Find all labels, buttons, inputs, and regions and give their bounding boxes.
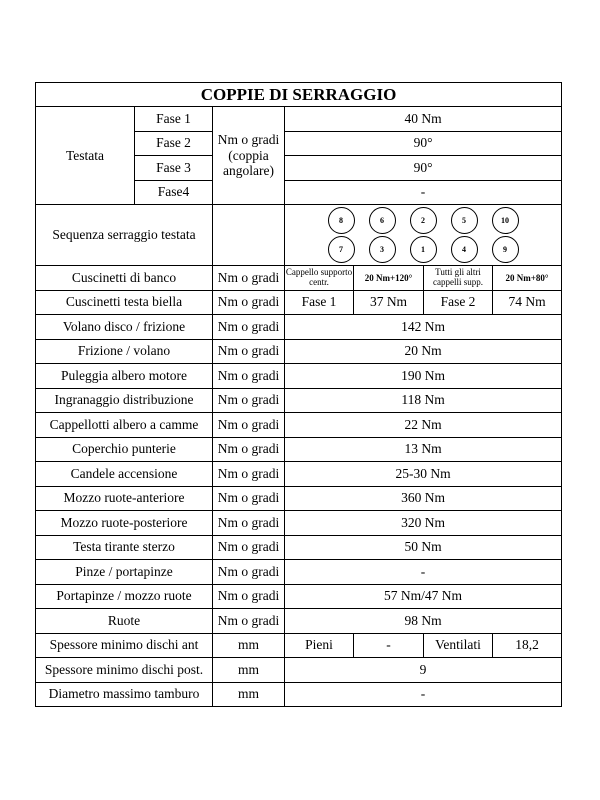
testata-fase-value: -	[285, 180, 562, 205]
table-row	[36, 682, 562, 707]
row-value: 190 Nm	[285, 364, 562, 389]
row-value: 118 Nm	[285, 388, 562, 413]
table-row	[36, 486, 562, 511]
row-unit: Nm o gradi	[213, 535, 285, 560]
table-row	[36, 413, 562, 438]
row-label: Testa tirante sterzo	[36, 535, 213, 560]
row-label: Pinze / portapinze	[36, 560, 213, 585]
dischi-cell: Pieni	[285, 633, 354, 658]
row-unit: Nm o gradi	[213, 413, 285, 438]
banco-cell: Tutti gli altri cappelli supp.	[424, 266, 493, 291]
bolt-circle: 3	[369, 236, 396, 263]
table-row	[36, 584, 562, 609]
testata-fase-value: 90°	[285, 131, 562, 156]
testata-fase-name: Fase 3	[135, 156, 213, 181]
biella-cell: 74 Nm	[493, 290, 562, 315]
bolt-circle: 4	[451, 236, 478, 263]
table-row	[36, 511, 562, 536]
row-unit: mm	[213, 682, 285, 707]
row-label: Puleggia albero motore	[36, 364, 213, 389]
row-unit: Nm o gradi	[213, 486, 285, 511]
row-label: Portapinze / mozzo ruote	[36, 584, 213, 609]
row-unit: Nm o gradi	[213, 364, 285, 389]
dischi-ant-row	[36, 633, 562, 658]
row-value: 9	[285, 658, 562, 683]
bolt-circle: 6	[369, 207, 396, 234]
table-row	[36, 339, 562, 364]
row-value: 20 Nm	[285, 339, 562, 364]
row-unit: Nm o gradi	[213, 339, 285, 364]
row-unit: Nm o gradi	[213, 266, 285, 291]
cuscinetti-banco-row	[36, 266, 562, 291]
torque-table	[35, 82, 562, 707]
table-row	[36, 364, 562, 389]
row-value: -	[285, 682, 562, 707]
row-value: 360 Nm	[285, 486, 562, 511]
biella-cell: Fase 2	[424, 290, 493, 315]
testata-row	[36, 107, 562, 132]
row-unit: Nm o gradi	[213, 511, 285, 536]
dischi-cell: Ventilati	[424, 633, 493, 658]
row-unit: Nm o gradi	[213, 462, 285, 487]
row-value: 142 Nm	[285, 315, 562, 340]
row-unit: Nm o gradi	[213, 437, 285, 462]
row-label: Mozzo ruote-anteriore	[36, 486, 213, 511]
testata-fase-name: Fase4	[135, 180, 213, 205]
banco-cell: 20 Nm+80°	[493, 266, 562, 291]
dischi-cell: -	[354, 633, 424, 658]
biella-cell: 37 Nm	[354, 290, 424, 315]
row-unit: Nm o gradi	[213, 584, 285, 609]
bolt-row	[328, 207, 519, 234]
row-unit: mm	[213, 658, 285, 683]
testata-fase-name: Fase 1	[135, 107, 213, 132]
row-unit: mm	[213, 633, 285, 658]
table-row	[36, 560, 562, 585]
table-row	[36, 535, 562, 560]
bolt-circle: 1	[410, 236, 437, 263]
testata-fase-name: Fase 2	[135, 131, 213, 156]
table-row	[36, 315, 562, 340]
row-label: Cuscinetti di banco	[36, 266, 213, 291]
row-value: 25-30 Nm	[285, 462, 562, 487]
biella-cell: Fase 1	[285, 290, 354, 315]
row-value: 22 Nm	[285, 413, 562, 438]
testata-fase-value: 90°	[285, 156, 562, 181]
table-row	[36, 462, 562, 487]
row-unit: Nm o gradi	[213, 315, 285, 340]
row-unit: Nm o gradi	[213, 388, 285, 413]
bolt-circle: 8	[328, 207, 355, 234]
torque-specs-sheet	[35, 82, 561, 707]
banco-cell: 20 Nm+120°	[354, 266, 424, 291]
row-unit: Nm o gradi	[213, 609, 285, 634]
bolt-circle: 7	[328, 236, 355, 263]
row-label: Cappellotti albero a camme	[36, 413, 213, 438]
table-row	[36, 437, 562, 462]
dischi-cell: 18,2	[493, 633, 562, 658]
testata-fase-value: 40 Nm	[285, 107, 562, 132]
bolt-circle: 9	[492, 236, 519, 263]
row-label: Mozzo ruote-posteriore	[36, 511, 213, 536]
title-row	[36, 83, 562, 107]
row-unit: Nm o gradi	[213, 560, 285, 585]
row-label: Coperchio punterie	[36, 437, 213, 462]
row-unit: Nm o gradi	[213, 290, 285, 315]
row-value: 13 Nm	[285, 437, 562, 462]
row-value: 320 Nm	[285, 511, 562, 536]
sequenza-unit-empty	[213, 205, 285, 266]
row-label: Frizione / volano	[36, 339, 213, 364]
banco-cell: Cappello supporto centr.	[285, 266, 354, 291]
row-label: Candele accensione	[36, 462, 213, 487]
row-value: 57 Nm/47 Nm	[285, 584, 562, 609]
row-label: Ruote	[36, 609, 213, 634]
table-row	[36, 609, 562, 634]
bolt-diagram	[285, 205, 561, 265]
bolt-circle: 5	[451, 207, 478, 234]
cuscinetti-biella-row	[36, 290, 562, 315]
row-label: Volano disco / frizione	[36, 315, 213, 340]
row-label: Spessore minimo dischi post.	[36, 658, 213, 683]
row-value: 50 Nm	[285, 535, 562, 560]
bolt-circle: 10	[492, 207, 519, 234]
row-label: Spessore minimo dischi ant	[36, 633, 213, 658]
sequenza-row	[36, 205, 562, 266]
sequenza-label: Sequenza serraggio testata	[36, 205, 213, 266]
testata-unit: Nm o gradi (coppia angolare)	[213, 107, 285, 205]
row-label: Diametro massimo tamburo	[36, 682, 213, 707]
row-label: Cuscinetti testa biella	[36, 290, 213, 315]
bolt-sequence-diagram	[285, 205, 562, 266]
row-value: -	[285, 560, 562, 585]
row-value: 98 Nm	[285, 609, 562, 634]
table-row	[36, 388, 562, 413]
bolt-row	[328, 236, 519, 263]
bolt-circle: 2	[410, 207, 437, 234]
testata-label: Testata	[36, 107, 135, 205]
table-row	[36, 658, 562, 683]
row-label: Ingranaggio distribuzione	[36, 388, 213, 413]
page-title: COPPIE DI SERRAGGIO	[36, 83, 562, 107]
